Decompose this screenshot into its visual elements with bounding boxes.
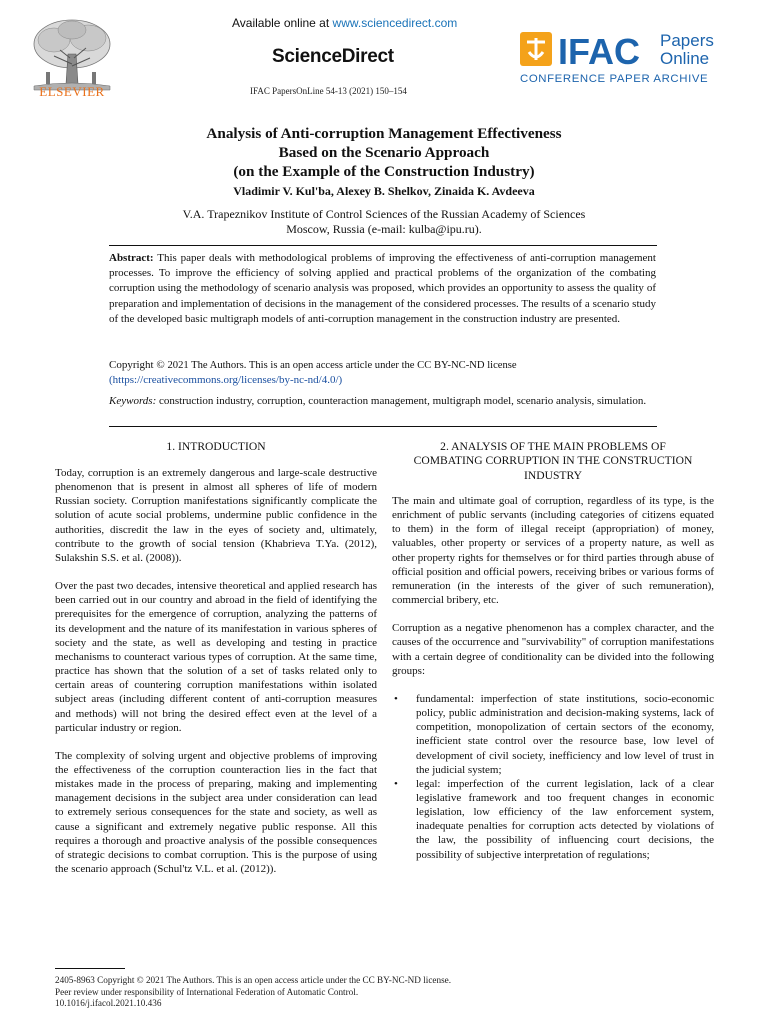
right-column bbox=[392, 494, 714, 862]
keywords-text: construction industry, corruption, counteraction management, multigraph model, scenario analysis, simulation. bbox=[159, 395, 647, 407]
elsevier-wordmark: ELSEVIER bbox=[39, 84, 105, 99]
paper-title-line-2: Based on the Scenario Approach bbox=[278, 144, 490, 161]
list-item-text: legal: imperfection of the current legislation, lack of a clear legislative framework and too frequent changes in economic legislation, low efficiency of the law enforcement system, inadequate penalties for corruption acts detected by violations of the law, the possibility of influencing court decisions, the possibility of subjective interpretation of regulations; bbox=[416, 777, 714, 861]
intro-paragraph-1: Today, corruption is an extremely dangerous and large-scale destructive phenomenon that is present in almost all spheres of life of modern Russian society. Corruption manifestations significantly complicate the solution of acute social problems, undermine public confidence in the authorities, discredit the law in the eyes of society and, ultimately, contribute to the growth of social tension (Khabrieva T.Ya. (2012), Sulakshin S.S. et al. (2008)). bbox=[55, 467, 377, 564]
section-2-paragraph-1: The main and ultimate goal of corruption, regardless of its type, is the enrichment of public servants (including categories of citizens equated to them) in the form of illegal receipt (appropriation) of money, valuables, other property or services of a property nature, as well as other property rights for themselves or for third parties through abuse of official position and official powers, receiving bribes or various forms of remuneration (in the interests of the giver of such remuneration), commercial bribery, etc. bbox=[392, 495, 714, 607]
keywords-block bbox=[109, 394, 656, 409]
ifac-big-text: IFAC bbox=[558, 31, 641, 72]
abstract-block bbox=[109, 251, 656, 327]
causes-list bbox=[392, 692, 714, 862]
section-2-paragraph-2: Corruption as a negative phenomenon has a complex character, and the causes of the occurrence and "survivability" of corruption manifestations with a certain degree of conditionality can be divided into the following groups: bbox=[392, 622, 714, 677]
keywords-label: Keywords: bbox=[109, 395, 157, 407]
license-link[interactable]: (https://creativecommons.org/licenses/by-nc-nd/4.0/) bbox=[109, 374, 343, 386]
ifac-papers-text: Papers bbox=[660, 31, 714, 50]
copyright-text: 2021 The Authors. This is an open access article under the CC BY-NC-ND license bbox=[167, 360, 517, 371]
journal-reference: IFAC PapersOnLine 54-13 (2021) 150–154 bbox=[250, 86, 407, 96]
intro-paragraph-2: Over the past two decades, intensive theoretical and applied research has been carried out in our country and abroad in the field of identifying the prerequisites for the emergence of corruption, analyzing the patterns of its development and the nature of its manifestation in various spheres of society and the state, as well as developing and testing in practice mechanisms to counteract various types of corruption. At the same time, practice has shown that the solution of a set of tasks related only to certain areas of countering corruption manifestations within isolated subject areas (including different content of anti-corruption measures and methods) will not bring the desired effect even at the level of a particular industry or region. bbox=[55, 580, 377, 734]
section-1-heading: 1. INTRODUCTION bbox=[166, 440, 266, 453]
author-list: Vladimir V. Kul'ba, Alexey B. Shelkov, Zinaida K. Avdeeva bbox=[233, 184, 535, 198]
list-item-text: fundamental: imperfection of state institutions, socio-economic policy, public administration and decision-making systems, lack of competition, monopolization of certain sectors of the economy, inefficient state control over the resource base, low level of development of civil society, inefficiency and low level of trust in the judicial system; bbox=[416, 692, 714, 776]
abstract-top-rule bbox=[109, 245, 657, 246]
ifac-archive-text: CONFERENCE PAPER ARCHIVE bbox=[520, 73, 709, 85]
left-column bbox=[55, 466, 377, 876]
intro-paragraph-3: The complexity of solving urgent and objective problems of improving the effectiveness of the corruption counteraction lies in the fact that mistakes made in the process of preparing, making and implementing management decisions in the subject area under consideration can lead to extremely serious consequences for the state and society, as well as cause a significant and extremely negative public response. All this requires a thorough and proactive analysis of the possible consequences of strategic decisions to combat corruption. This is the purpose of using the scenario approach (Schul'tz V.L. et al. (2012)). bbox=[55, 749, 377, 876]
footer-rule bbox=[55, 968, 125, 969]
list-item bbox=[392, 777, 714, 862]
section-2-heading bbox=[392, 440, 714, 483]
ifac-online-text: Online bbox=[660, 49, 710, 68]
section-2-heading-line-2: COMBATING CORRUPTION IN THE CONSTRUCTION bbox=[413, 454, 693, 468]
footer-block bbox=[55, 975, 451, 1010]
sciencedirect-title: ScienceDirect bbox=[272, 46, 394, 67]
affiliation-line-1: V.A. Trapeznikov Institute of Control Sciences of the Russian Academy of Sciences bbox=[182, 207, 586, 221]
available-prefix: Available online at bbox=[232, 16, 330, 30]
paper-title-line-1: Analysis of Anti-corruption Management Effectiveness bbox=[206, 125, 562, 142]
abstract-label: Abstract: bbox=[109, 252, 154, 264]
footer-line-1: 2405-8963 Copyright © 2021 The Authors. This is an open access article under the CC BY-NC-ND license. bbox=[55, 975, 452, 985]
paper-title-line-3: (on the Example of the Construction Industry) bbox=[233, 163, 535, 180]
sciencedirect-link[interactable]: www.sciencedirect.com bbox=[332, 16, 458, 30]
bullet-icon: • bbox=[394, 777, 398, 790]
list-item bbox=[392, 692, 714, 777]
copyright-prefix: Copyright © bbox=[109, 359, 165, 371]
ifac-papers-online-logo bbox=[518, 26, 728, 86]
abstract-text: This paper deals with methodological problems of improving the effectiveness of anti-corruption management processes. To improve the efficiency of solving applied and practical problems of the organization of the combating corruption using the methodology of scenario analysis was proposed, which provides an opportunity to assess the quality of preparation and implementation of decisions in the management of the considered processes. The results of a scenario study of the developed basic multigraph models of anti-corruption management in the construction industry are presented. bbox=[109, 252, 656, 325]
available-online-line bbox=[232, 16, 457, 30]
section-2-heading-line-3: INDUSTRY bbox=[524, 468, 582, 482]
footer-line-2: Peer review under responsibility of International Federation of Automatic Control. bbox=[55, 986, 359, 997]
copyright-block bbox=[109, 358, 656, 387]
affiliation-line-2: Moscow, Russia (e-mail: kulba@ipu.ru). bbox=[286, 222, 482, 236]
bullet-icon: • bbox=[394, 692, 398, 705]
abstract-bottom-rule bbox=[109, 426, 657, 427]
footer-doi: 10.1016/j.ifacol.2021.10.436 bbox=[55, 998, 162, 1009]
section-2-heading-line-1: 2. ANALYSIS OF THE MAIN PROBLEMS OF bbox=[440, 440, 666, 453]
